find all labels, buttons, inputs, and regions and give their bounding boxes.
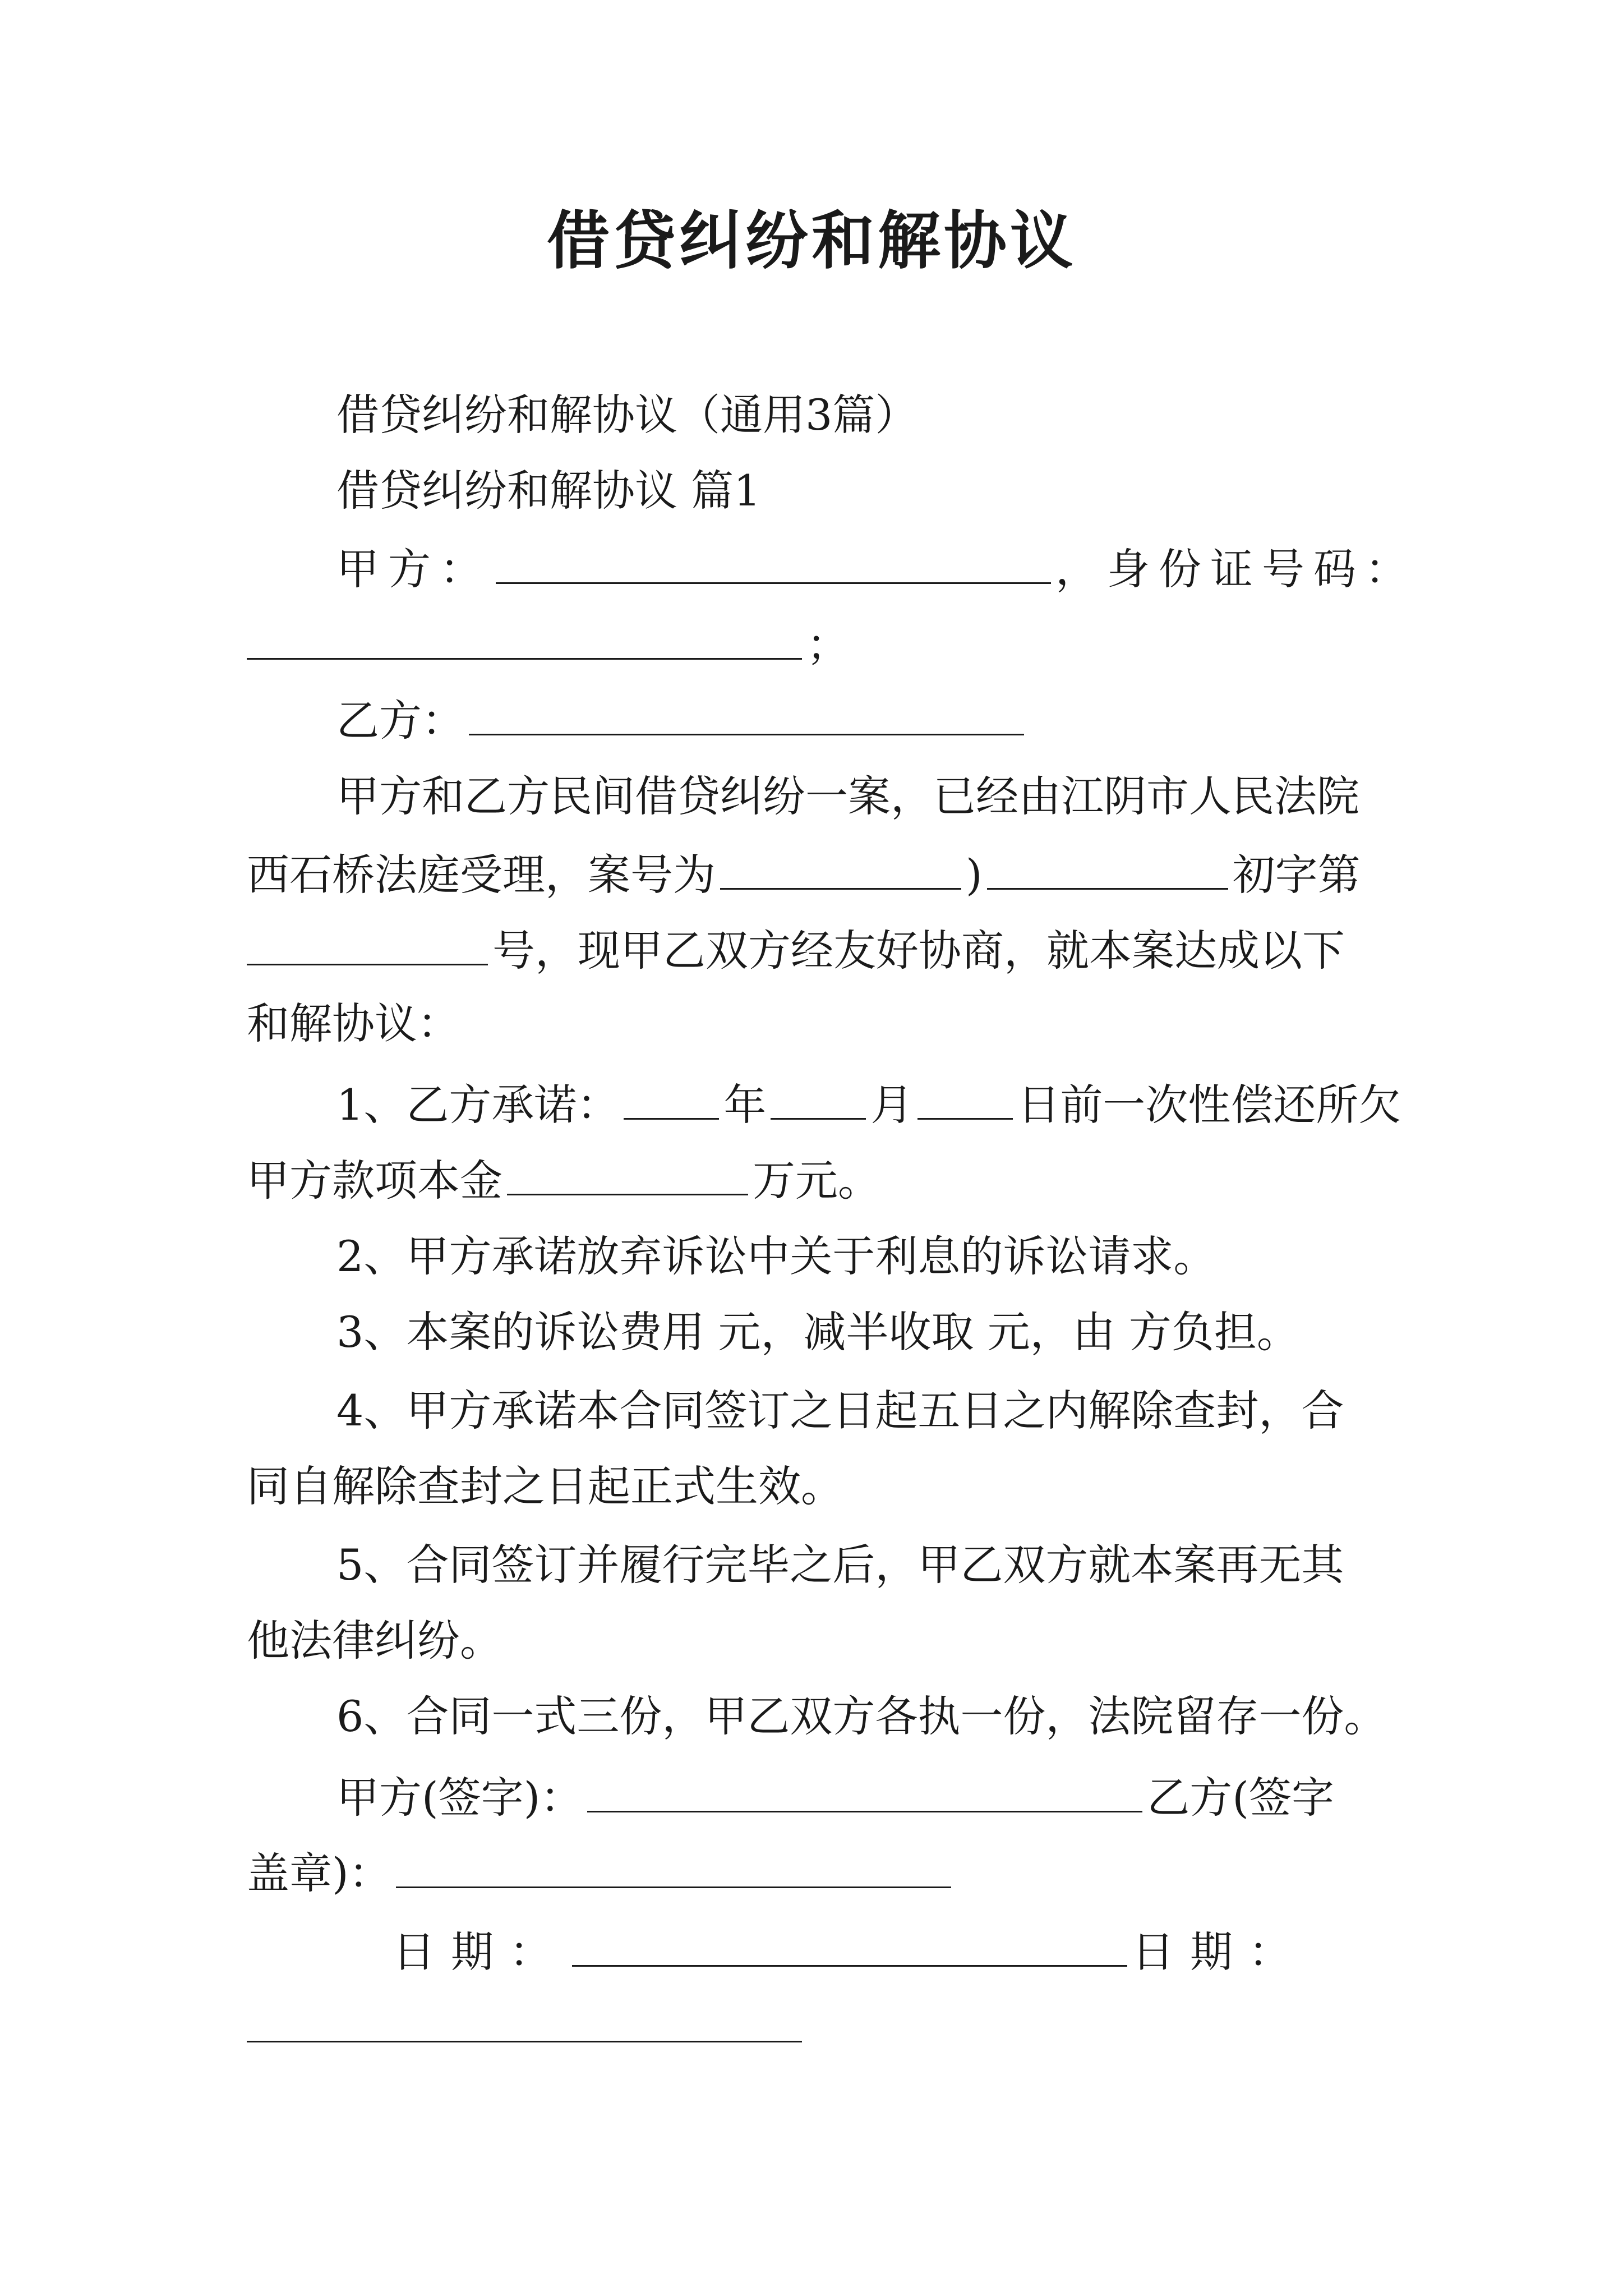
clause-4-line-2: 同自解除查封之日起正式生效。 bbox=[247, 1461, 843, 1511]
intro-line-4: 和解协议： bbox=[247, 999, 460, 1048]
subtitle: 借贷纠纷和解协议（通用3篇） bbox=[336, 390, 918, 440]
party-b-sign-label-cont: 盖章)： bbox=[247, 1848, 391, 1898]
party-a-id-end: ； bbox=[806, 620, 849, 670]
party-a-id-line bbox=[247, 614, 849, 673]
party-a-label: 甲方： bbox=[336, 544, 491, 594]
principal-label: 甲方款项本金 bbox=[247, 1156, 502, 1205]
party-b-sign-blank[interactable] bbox=[396, 1843, 951, 1888]
intro-case-label: 西石桥法庭受理，案号为 bbox=[247, 850, 716, 900]
date-b-blank[interactable] bbox=[247, 1997, 802, 2042]
clause-2: 2、甲方承诺放弃诉讼中关于利息的诉讼请求。 bbox=[336, 1231, 1216, 1281]
clause-3: 3、本案的诉讼费用 元，减半收取 元，由 方负担。 bbox=[336, 1307, 1299, 1357]
date-label-b: 日期： bbox=[1132, 1927, 1307, 1977]
intro-line-1: 甲方和乙方民间借贷纠纷一案，已经由江阴市人民法院 bbox=[336, 771, 1359, 821]
clause-1-lead: 1、乙方承诺： bbox=[336, 1080, 620, 1130]
principal-amount-blank[interactable] bbox=[507, 1150, 748, 1195]
clause-4-line-1: 4、甲方承诺本合同签订之日起五日之内解除查封，合 bbox=[336, 1386, 1344, 1435]
document-title: 借贷纠纷和解协议 bbox=[547, 205, 1076, 278]
intro-line-3 bbox=[247, 920, 1345, 979]
party-a-sign-blank[interactable] bbox=[587, 1767, 1142, 1812]
date-b-line bbox=[247, 1997, 806, 2056]
party-a-name-blank[interactable] bbox=[496, 539, 1051, 584]
date-a-blank[interactable] bbox=[572, 1921, 1127, 1967]
party-a-sign-label: 甲方(签字)： bbox=[336, 1773, 583, 1823]
date-line bbox=[393, 1921, 1307, 1980]
year-label: 年 bbox=[723, 1080, 767, 1130]
month-blank[interactable] bbox=[771, 1074, 866, 1120]
intro-paren: ) bbox=[966, 850, 983, 900]
day-blank[interactable] bbox=[917, 1074, 1013, 1120]
party-b-name-blank[interactable] bbox=[469, 690, 1024, 735]
case-number-blank[interactable] bbox=[247, 920, 488, 965]
party-a-line bbox=[336, 539, 1417, 597]
party-a-id-label: ，身份证号码： bbox=[1055, 544, 1417, 594]
party-b-label: 乙方： bbox=[336, 696, 464, 746]
clause-5-line-1: 5、合同签订并履行完毕之后，甲乙双方就本案再无其 bbox=[336, 1540, 1344, 1590]
day-label: 日前一次性偿还所欠 bbox=[1017, 1080, 1401, 1130]
clause-6: 6、合同一式三份，甲乙双方各执一份，法院留存一份。 bbox=[336, 1691, 1387, 1741]
clause-1-line-1 bbox=[336, 1074, 1401, 1133]
party-a-id-blank[interactable] bbox=[247, 614, 802, 660]
signature-line-2 bbox=[247, 1843, 956, 1902]
case-year-blank[interactable] bbox=[720, 844, 961, 890]
party-b-sign-label: 乙方(签字 bbox=[1147, 1773, 1334, 1823]
date-label-a: 日期： bbox=[393, 1927, 568, 1977]
signature-line-1 bbox=[336, 1767, 1334, 1826]
clause-5-line-2: 他法律纠纷。 bbox=[247, 1616, 502, 1665]
clause-1-line-2 bbox=[247, 1150, 880, 1209]
principal-unit: 万元。 bbox=[753, 1156, 880, 1205]
year-blank[interactable] bbox=[624, 1074, 719, 1120]
party-b-line bbox=[336, 690, 1029, 749]
intro-case-prefix: 初字第 bbox=[1232, 850, 1361, 900]
case-court-blank[interactable] bbox=[987, 844, 1228, 890]
section-heading: 借贷纠纷和解协议 篇1 bbox=[336, 466, 761, 516]
month-label: 月 bbox=[870, 1080, 914, 1130]
intro-line-2 bbox=[247, 844, 1361, 903]
intro-line-3-text: 号，现甲乙双方经友好协商，就本案达成以下 bbox=[492, 926, 1345, 976]
